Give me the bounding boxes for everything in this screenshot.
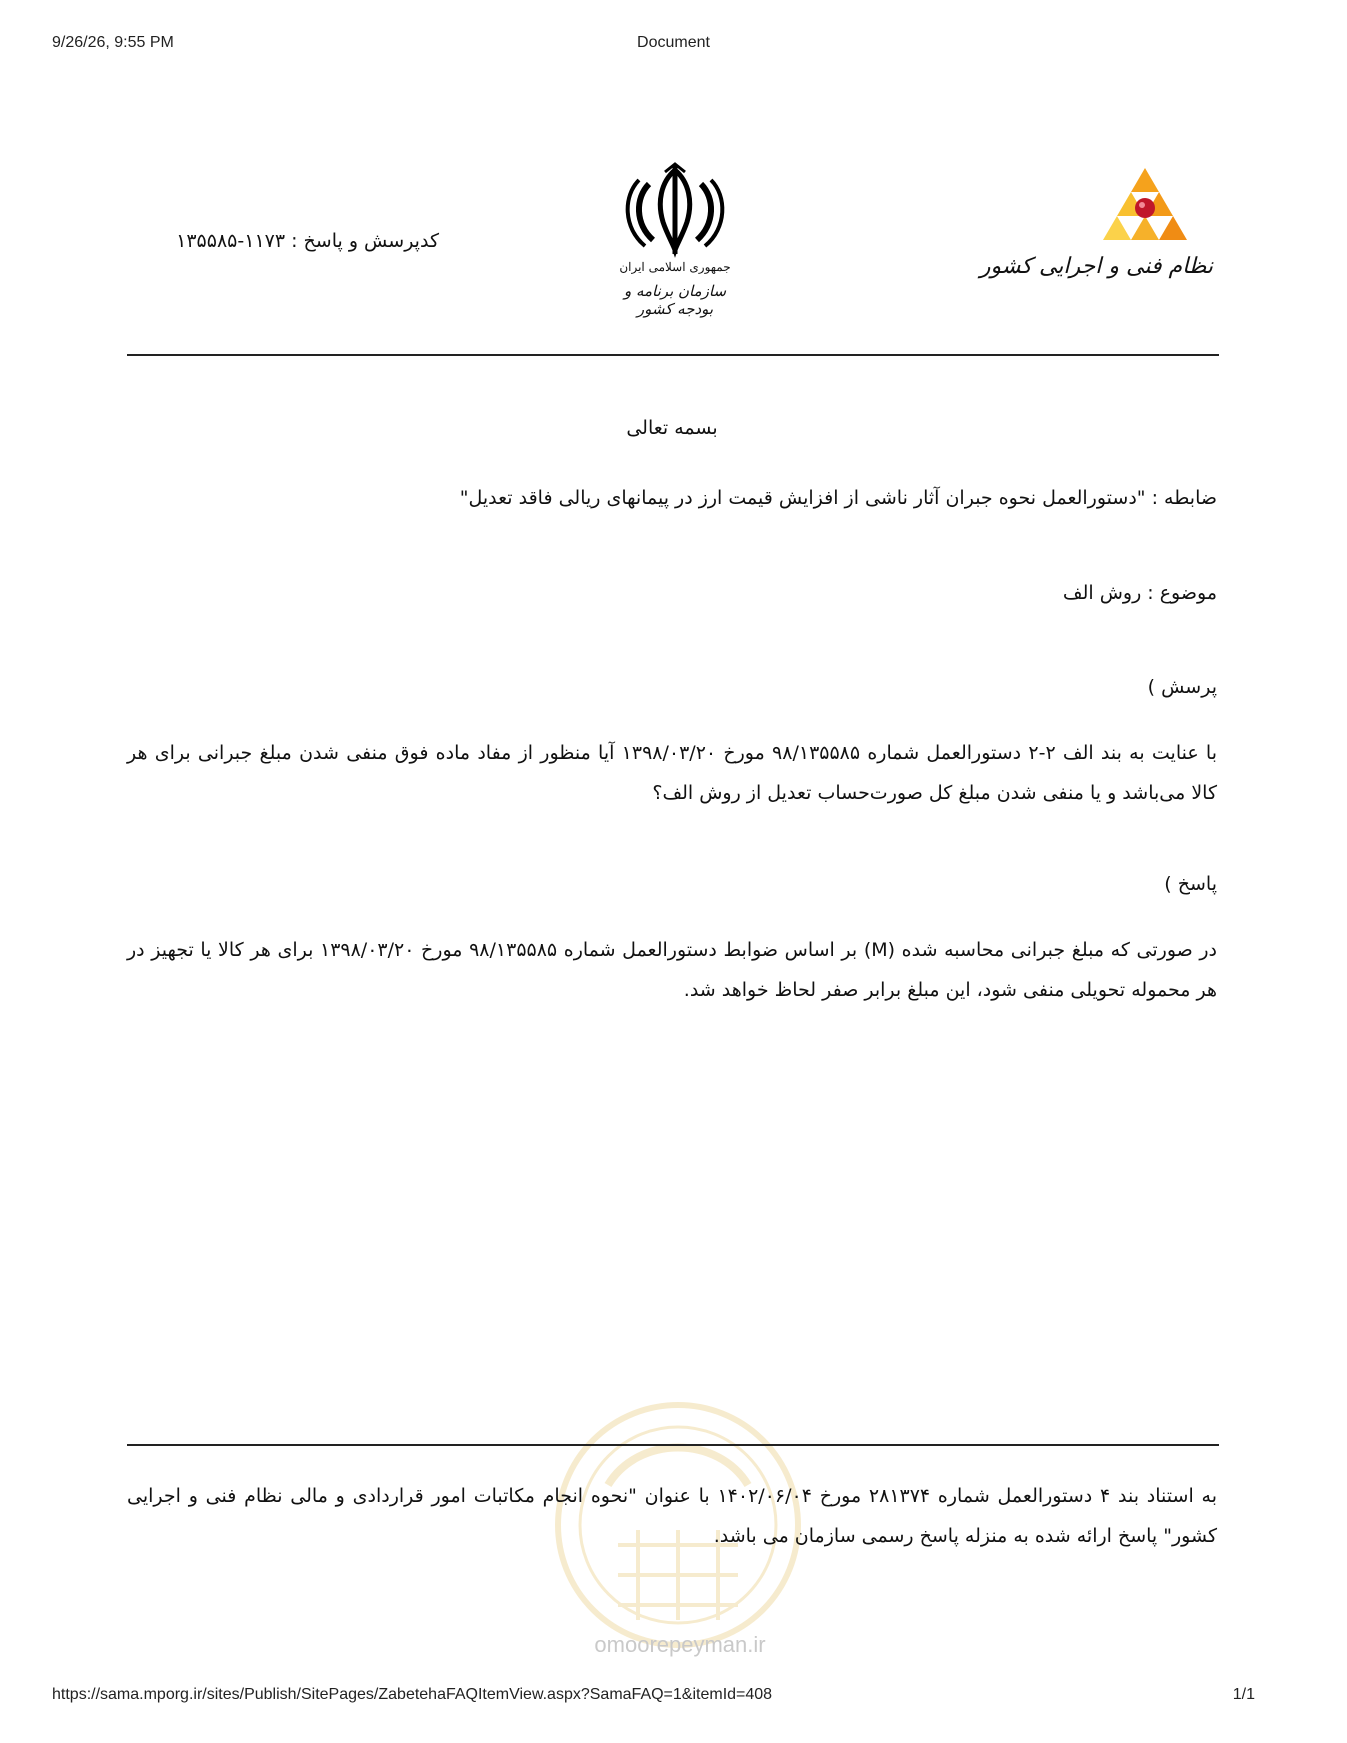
print-document-title: Document: [637, 34, 710, 51]
print-header: [52, 34, 1295, 56]
emblem-caption-organization: سازمان برنامه و بودجه کشور: [623, 282, 727, 318]
answer-heading: پاسخ ): [1164, 873, 1217, 895]
page-count: 1/1: [1232, 1686, 1255, 1703]
print-footer: [52, 1686, 1295, 1708]
emblem-caption-republic: جمهوری اسلامی ایران: [619, 260, 731, 274]
letterhead: [127, 150, 1219, 320]
iran-emblem-icon: [605, 162, 745, 258]
criterion-title: ضابطه : "دستورالعمل نحوه جبران آثار ناشی از افزایش قیمت ارز در پیمانهای ریالی فاقد تعدیل": [459, 487, 1217, 509]
footer-divider: [127, 1444, 1219, 1446]
watermark-site: omoorepeyman.ir: [594, 1632, 766, 1657]
iran-emblem-logo: [605, 162, 745, 322]
pyramid-blocks-icon: [1099, 164, 1191, 250]
organization-name: نظام فنی و اجرایی کشور: [979, 254, 1213, 279]
header-divider: [127, 354, 1219, 356]
answer-text: در صورتی که مبلغ جبرانی محاسبه شده (M) بر اساس ضوابط دستورالعمل شماره ۹۸/۱۳۵۵۸۵ مورخ ۱۳۹۸/۰۳/۲۰ برای هر کالا یا تجهیز در هر محموله تحویلی منفی شود، این مبلغ برابر صفر لحاظ خواهد شد.: [127, 939, 1218, 1001]
page-url: https://sama.mporg.ir/sites/Publish/SitePages/ZabetehaFAQItemView.aspx?SamaFAQ=1&itemId=408: [52, 1686, 773, 1703]
bismillah: بسمه تعالی: [626, 417, 718, 439]
subject-line: موضوع : روش الف: [1062, 582, 1217, 604]
print-datetime: 9/26/26, 9:55 PM: [52, 34, 174, 51]
question-answer-code: کدپرسش و پاسخ : ۱۱۷۳-۱۳۵۵۸۵: [176, 230, 439, 252]
nezam-fanni-logo: [979, 164, 1219, 304]
question-heading: پرسش ): [1147, 676, 1217, 698]
question-text: با عنایت به بند الف ۲-۲ دستورالعمل شماره ۹۸/۱۳۵۵۸۵ مورخ ۱۳۹۸/۰۳/۲۰ آیا منظور از مفاد ماده فوق منفی شدن مبلغ جبرانی برای هر کالا می‌باشد و یا منفی شدن مبلغ کل صورت‌حساب تعدیل از روش الف؟: [127, 742, 1218, 804]
official-response-note: به استناد بند ۴ دستورالعمل شماره ۲۸۱۳۷۴ مورخ ۱۴۰۲/۰۶/۰۴ با عنوان "نحوه انجام مکاتبات امور قراردادی و مالی نظام فنی و اجرایی کشور" پاسخ ارائه شده به منزله پاسخ رسمی سازمان می باشد.: [127, 1485, 1217, 1547]
